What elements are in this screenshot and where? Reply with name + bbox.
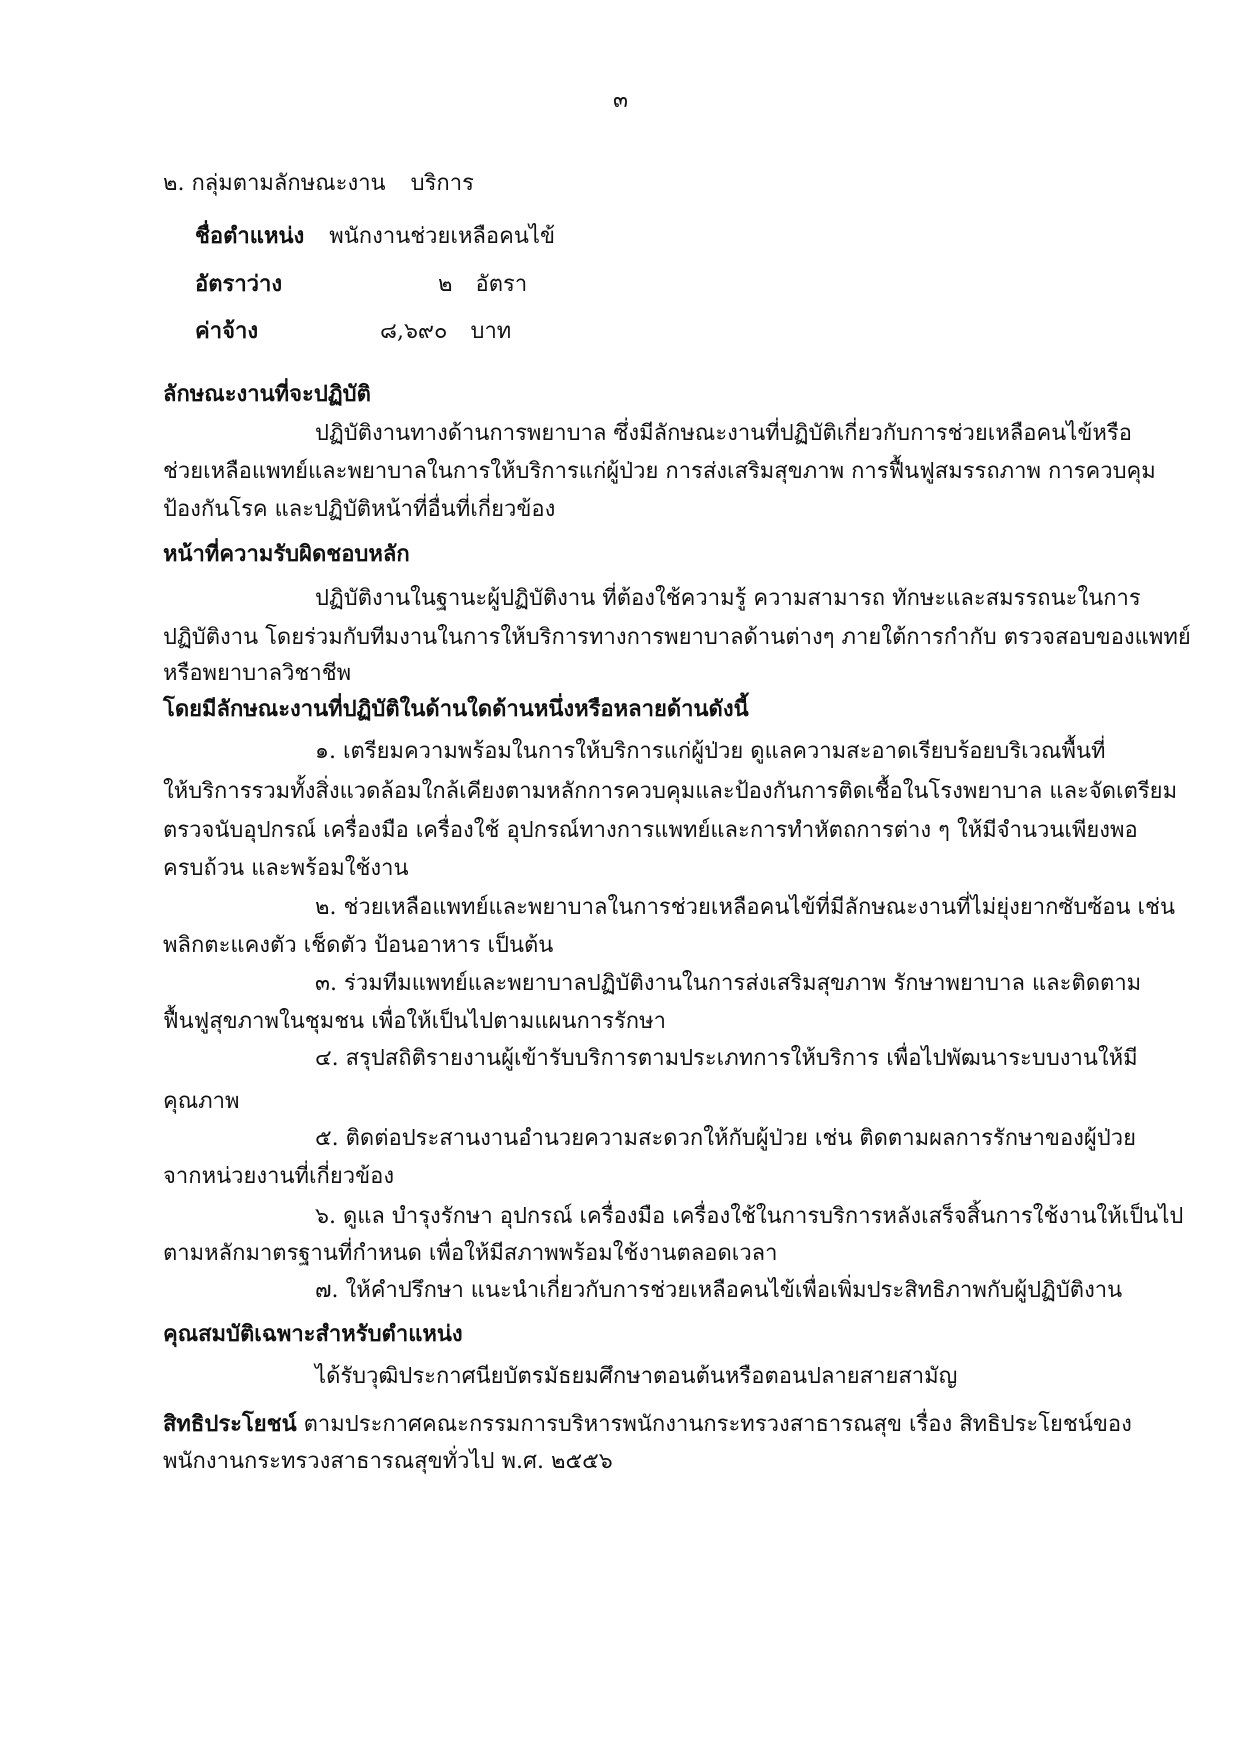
position-label: ชื่อตำแหน่ง	[195, 223, 305, 249]
wage-row	[195, 313, 258, 348]
item-2-line: พลิกตะแคงตัว เช็ดตัว ป้อนอาหาร เป็นต้น	[163, 933, 554, 958]
item-1-line: ครบถ้วน และพร้อมใช้งาน	[163, 856, 409, 881]
item-4-line: คุณภาพ	[163, 1089, 240, 1114]
job-nature-line: ป้องกันโรค และปฏิบัติหน้าที่อื่นที่เกี่ยวข้อง	[163, 497, 556, 522]
wage-unit: บาท	[470, 319, 512, 344]
group-value: บริการ	[410, 171, 474, 196]
position-value: พนักงานช่วยเหลือคนไข้	[329, 224, 555, 249]
duties-line: ปฏิบัติงานในฐานะผู้ปฏิบัติงาน ที่ต้องใช้ความรู้ ความสามารถ ทักษะและสมรรถนะในการ	[315, 586, 1141, 611]
vacancy-number: ๒	[438, 272, 453, 297]
job-nature-heading: ลักษณะงานที่จะปฏิบัติ	[163, 381, 371, 407]
wage-label: ค่าจ้าง	[195, 318, 259, 344]
position-row	[195, 218, 555, 253]
duties-line: ปฏิบัติงาน โดยร่วมกับทีมงานในการให้บริการทางการพยาบาลด้านต่างๆ ภายใต้การกำกับ ตรวจสอบของแพทย์	[163, 625, 1191, 650]
group-row	[163, 165, 474, 200]
benefits-label: สิทธิประโยชน์	[163, 1411, 297, 1437]
wage-amount: ๘,๖๙๐	[380, 319, 448, 344]
item-1-line: ๑. เตรียมความพร้อมในการให้บริการแก่ผู้ป่วย ดูแลความสะอาดเรียบร้อยบริเวณพื้นที่	[315, 739, 1106, 764]
qual-heading: คุณสมบัติเฉพาะสำหรับตำแหน่ง	[163, 1321, 463, 1347]
item-7-line: ๗. ให้คำปรึกษา แนะนำเกี่ยวกับการช่วยเหลือคนไข้เพื่อเพิ่มประสิทธิภาพกับผู้ปฏิบัติงาน	[315, 1278, 1123, 1303]
item-4-line: ๔. สรุปสถิติรายงานผู้เข้ารับบริการตามประเภทการให้บริการ เพื่อไปพัฒนาระบบงานให้มี	[315, 1046, 1138, 1071]
benefits-text: ตามประกาศคณะกรรมการบริหารพนักงานกระทรวงสาธารณสุข เรื่อง สิทธิประโยชน์ของ	[303, 1412, 1132, 1437]
item-3-line: ฟื้นฟูสุขภาพในชุมชน เพื่อให้เป็นไปตามแผนการรักษา	[163, 1009, 666, 1034]
qual-line: ได้รับวุฒิประกาศนียบัตรมัธยมศึกษาตอนต้นหรือตอนปลายสายสามัญ	[315, 1364, 958, 1389]
item-2-line: ๒. ช่วยเหลือแพทย์และพยาบาลในการช่วยเหลือคนไข้ที่มีลักษณะงานที่ไม่ยุ่งยากซับซ้อน เช่น	[315, 895, 1175, 920]
vacancy-unit: อัตรา	[475, 272, 528, 297]
page-number: ๓	[612, 88, 629, 113]
item-6-line: ๖. ดูแล บำรุงรักษา อุปกรณ์ เครื่องมือ เครื่องใช้ในการบริการหลังเสร็จสิ้นการใช้งานให้เป็นไป	[315, 1204, 1184, 1229]
duties-line: หรือพยาบาลวิชาชีพ	[163, 661, 352, 686]
vacancy-row	[195, 266, 282, 301]
job-nature-line: ปฏิบัติงานทางด้านการพยาบาล ซึ่งมีลักษณะงานที่ปฏิบัติเกี่ยวกับการช่วยเหลือคนไข้หรือ	[315, 421, 1132, 446]
item-3-line: ๓. ร่วมทีมแพทย์และพยาบาลปฏิบัติงานในการส่งเสริมสุขภาพ รักษาพยาบาล และติดตาม	[315, 971, 1142, 996]
wage-value-row	[380, 313, 511, 348]
item-5-line: ๕. ติดต่อประสานงานอำนวยความสะดวกให้กับผู้ป่วย เช่น ติดตามผลการรักษาของผู้ป่วย	[315, 1126, 1137, 1151]
benefits-line-1	[163, 1410, 1132, 1439]
benefits-line-2: พนักงานกระทรวงสาธารณสุขทั่วไป พ.ศ. ๒๕๕๖	[163, 1449, 613, 1474]
item-6-line: ตามหลักมาตรฐานที่กำหนด เพื่อให้มีสภาพพร้อมใช้งานตลอดเวลา	[163, 1241, 778, 1266]
vacancy-label: อัตราว่าง	[195, 271, 283, 297]
item-1-line: ตรวจนับอุปกรณ์ เครื่องมือ เครื่องใช้ อุปกรณ์ทางการแพทย์และการทำหัตถการต่าง ๆ ให้มีจำนวนเพียงพอ	[163, 818, 1138, 843]
areas-heading: โดยมีลักษณะงานที่ปฏิบัติในด้านใดด้านหนึ่งหรือหลายด้านดังนี้	[163, 696, 749, 722]
vacancy-value-row	[438, 266, 527, 301]
group-label: ๒. กลุ่มตามลักษณะงาน	[163, 171, 386, 196]
job-nature-line: ช่วยเหลือแพทย์และพยาบาลในการให้บริการแก่ผู้ป่วย การส่งเสริมสุขภาพ การฟื้นฟูสมรรถภาพ การควบคุม	[163, 459, 1156, 484]
duties-heading: หน้าที่ความรับผิดชอบหลัก	[163, 541, 410, 567]
item-1-line: ให้บริการรวมทั้งสิ่งแวดล้อมใกล้เคียงตามหลักการควบคุมและป้องกันการติดเชื้อในโรงพยาบาล และจัดเตรียม	[163, 779, 1178, 804]
item-5-line: จากหน่วยงานที่เกี่ยวข้อง	[163, 1164, 395, 1189]
